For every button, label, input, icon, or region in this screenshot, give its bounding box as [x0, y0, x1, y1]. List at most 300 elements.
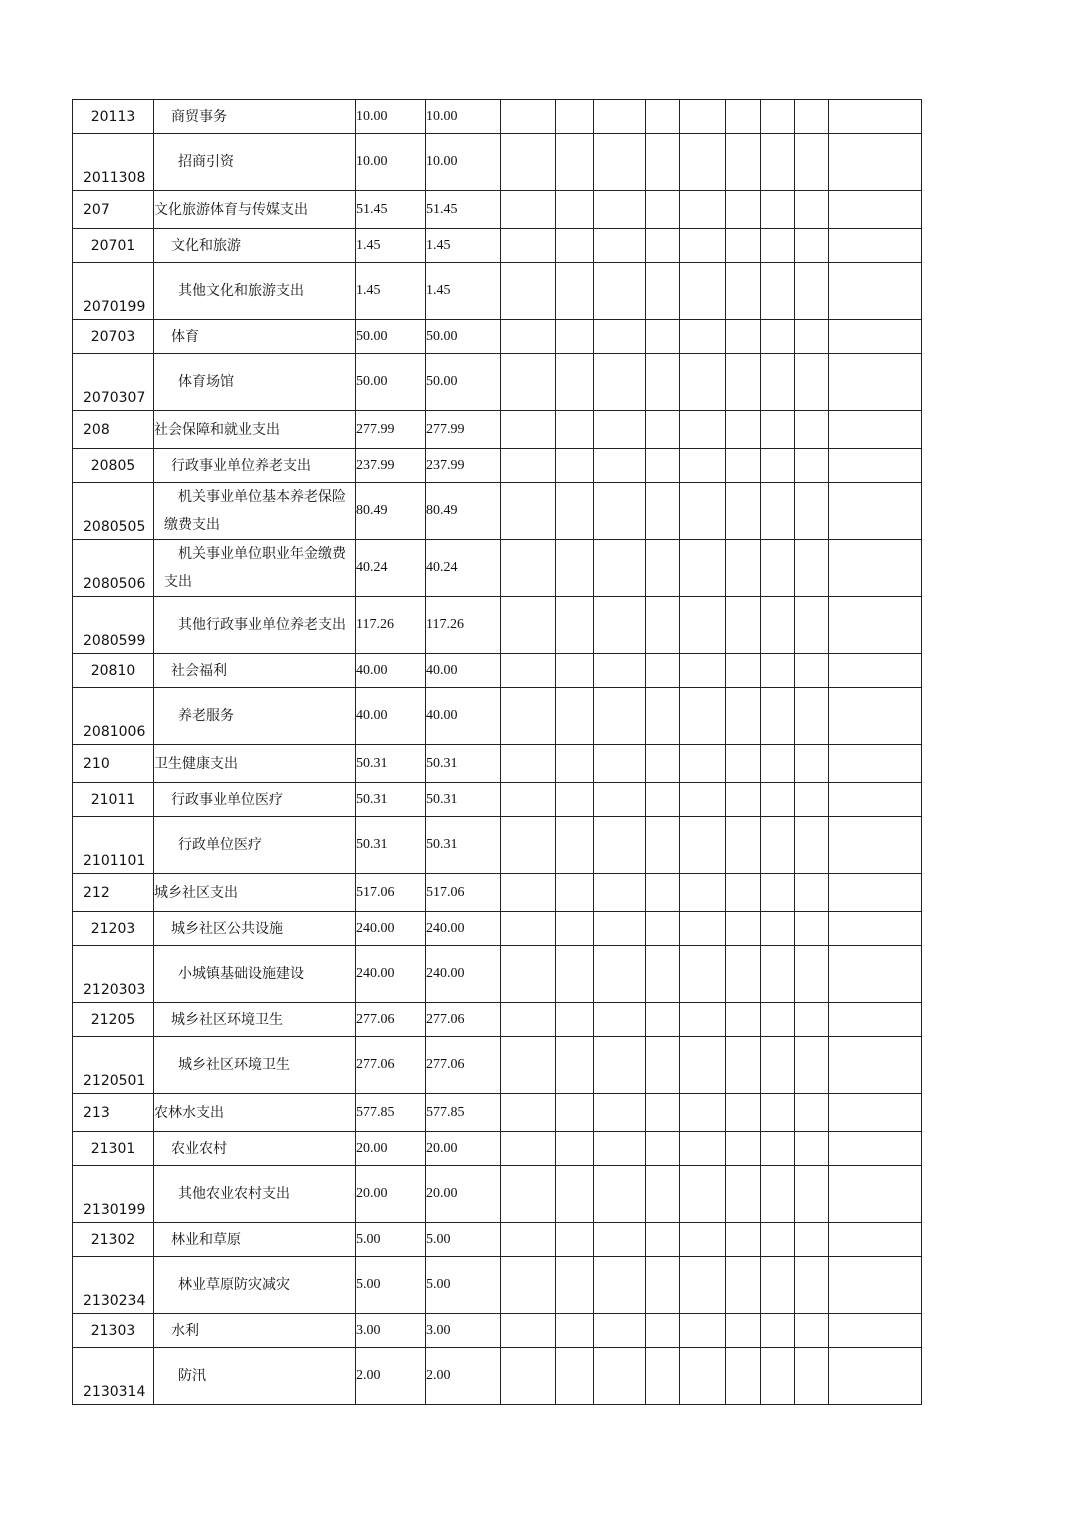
empty-cell [594, 688, 646, 745]
subject-name-cell [154, 745, 356, 783]
subject-name: 行政单位医疗 [178, 837, 262, 853]
subject-code-cell [73, 912, 154, 946]
subject-code: 2130314 [83, 1384, 146, 1400]
empty-cell [594, 191, 646, 229]
empty-cell [594, 320, 646, 354]
empty-cell [556, 783, 594, 817]
empty-cell [594, 134, 646, 191]
table-row [73, 946, 922, 1003]
empty-cell [680, 597, 726, 654]
empty-cell [501, 354, 556, 411]
subject-name-cell [154, 134, 356, 191]
empty-cell [761, 1166, 795, 1223]
basic-amount: 50.31 [426, 745, 501, 783]
empty-cell [646, 263, 680, 320]
empty-cell [556, 134, 594, 191]
empty-cell [829, 1132, 922, 1166]
subject-name: 体育场馆 [178, 374, 234, 390]
empty-cell [726, 229, 761, 263]
empty-cell [680, 1003, 726, 1037]
empty-cell [761, 320, 795, 354]
subject-name: 招商引资 [178, 154, 234, 170]
subject-code: 2070307 [83, 390, 146, 406]
empty-cell [646, 1003, 680, 1037]
table-row [73, 817, 922, 874]
empty-cell [680, 946, 726, 1003]
empty-cell [726, 654, 761, 688]
empty-cell [646, 1037, 680, 1094]
empty-cell [594, 745, 646, 783]
subject-name: 商贸事务 [171, 108, 227, 125]
empty-cell [594, 654, 646, 688]
subject-name: 机关事业单位基本养老保险缴费支出 [164, 489, 346, 533]
subject-code: 21303 [90, 1322, 136, 1339]
subject-name: 防汛 [178, 1368, 206, 1384]
basic-amount: 577.85 [426, 1094, 501, 1132]
total-amount: 10.00 [356, 100, 426, 134]
subject-name-cell [154, 1166, 356, 1223]
empty-cell [829, 483, 922, 540]
empty-cell [556, 912, 594, 946]
empty-cell [761, 100, 795, 134]
total-amount: 51.45 [356, 191, 426, 229]
subject-name-cell [154, 483, 356, 540]
subject-code-cell [73, 946, 154, 1003]
empty-cell [501, 817, 556, 874]
empty-cell [795, 1223, 829, 1257]
empty-cell [501, 874, 556, 912]
basic-amount: 240.00 [426, 912, 501, 946]
basic-amount: 40.00 [426, 688, 501, 745]
basic-amount: 10.00 [426, 100, 501, 134]
subject-name: 小城镇基础设施建设 [178, 966, 304, 982]
basic-amount: 517.06 [426, 874, 501, 912]
empty-cell [795, 320, 829, 354]
empty-cell [761, 817, 795, 874]
table-row [73, 1037, 922, 1094]
subject-code-cell [73, 1003, 154, 1037]
empty-cell [829, 817, 922, 874]
subject-code-cell [73, 320, 154, 354]
basic-amount: 50.31 [426, 817, 501, 874]
subject-code-cell [73, 1257, 154, 1314]
total-amount: 50.00 [356, 320, 426, 354]
total-amount: 50.31 [356, 745, 426, 783]
empty-cell [594, 1314, 646, 1348]
table-row [73, 1223, 922, 1257]
subject-name: 水利 [171, 1322, 199, 1339]
empty-cell [761, 597, 795, 654]
subject-name-cell [154, 100, 356, 134]
empty-cell [680, 783, 726, 817]
total-amount: 40.00 [356, 654, 426, 688]
table-row [73, 191, 922, 229]
total-amount: 3.00 [356, 1314, 426, 1348]
empty-cell [761, 411, 795, 449]
subject-code: 21203 [90, 920, 136, 937]
empty-cell [501, 191, 556, 229]
empty-cell [646, 1257, 680, 1314]
subject-name: 文化和旅游 [171, 237, 241, 254]
empty-cell [594, 783, 646, 817]
subject-code: 2130234 [83, 1293, 146, 1309]
subject-name-cell [154, 688, 356, 745]
table-row [73, 745, 922, 783]
empty-cell [501, 1223, 556, 1257]
empty-cell [646, 354, 680, 411]
subject-name-cell [154, 191, 356, 229]
empty-cell [556, 874, 594, 912]
empty-cell [680, 320, 726, 354]
empty-cell [501, 912, 556, 946]
subject-name-cell [154, 817, 356, 874]
basic-amount: 40.24 [426, 540, 501, 597]
empty-cell [795, 946, 829, 1003]
empty-cell [726, 874, 761, 912]
subject-name: 城乡社区环境卫生 [171, 1011, 283, 1028]
empty-cell [501, 1094, 556, 1132]
empty-cell [726, 1037, 761, 1094]
subject-code-cell [73, 745, 154, 783]
subject-name-cell [154, 1257, 356, 1314]
empty-cell [761, 229, 795, 263]
empty-cell [726, 912, 761, 946]
empty-cell [761, 1132, 795, 1166]
table-row [73, 1132, 922, 1166]
empty-cell [795, 1037, 829, 1094]
total-amount: 10.00 [356, 134, 426, 191]
empty-cell [761, 1314, 795, 1348]
empty-cell [726, 688, 761, 745]
empty-cell [680, 688, 726, 745]
total-amount: 20.00 [356, 1132, 426, 1166]
subject-name: 林业草原防灾减灾 [178, 1277, 290, 1293]
subject-code-cell [73, 263, 154, 320]
empty-cell [646, 411, 680, 449]
empty-cell [501, 229, 556, 263]
empty-cell [795, 483, 829, 540]
subject-code: 2101101 [83, 853, 146, 869]
subject-name: 城乡社区公共设施 [171, 920, 283, 937]
empty-cell [680, 1166, 726, 1223]
subject-code: 2130199 [83, 1202, 146, 1218]
empty-cell [594, 874, 646, 912]
subject-name: 行政事业单位医疗 [171, 791, 283, 808]
empty-cell [680, 100, 726, 134]
empty-cell [556, 745, 594, 783]
subject-name-cell [154, 1223, 356, 1257]
empty-cell [761, 1348, 795, 1405]
basic-amount: 277.06 [426, 1003, 501, 1037]
subject-name: 行政事业单位养老支出 [171, 457, 311, 474]
subject-code-cell [73, 229, 154, 263]
empty-cell [829, 946, 922, 1003]
empty-cell [829, 1348, 922, 1405]
subject-name-cell [154, 320, 356, 354]
empty-cell [829, 134, 922, 191]
subject-name: 林业和草原 [171, 1231, 241, 1248]
subject-code-cell [73, 483, 154, 540]
total-amount: 117.26 [356, 597, 426, 654]
total-amount: 240.00 [356, 946, 426, 1003]
subject-name: 养老服务 [178, 708, 234, 724]
empty-cell [594, 229, 646, 263]
empty-cell [829, 874, 922, 912]
basic-amount: 20.00 [426, 1166, 501, 1223]
subject-name: 城乡社区支出 [154, 884, 238, 901]
empty-cell [726, 1003, 761, 1037]
empty-cell [726, 320, 761, 354]
subject-name-cell [154, 540, 356, 597]
empty-cell [556, 688, 594, 745]
empty-cell [646, 946, 680, 1003]
empty-cell [761, 912, 795, 946]
empty-cell [761, 1257, 795, 1314]
basic-amount: 40.00 [426, 654, 501, 688]
empty-cell [761, 191, 795, 229]
empty-cell [680, 1257, 726, 1314]
basic-amount: 1.45 [426, 229, 501, 263]
subject-code-cell [73, 874, 154, 912]
table-row [73, 1314, 922, 1348]
empty-cell [594, 597, 646, 654]
empty-cell [726, 1348, 761, 1405]
total-amount: 40.24 [356, 540, 426, 597]
empty-cell [795, 912, 829, 946]
subject-code-cell [73, 1166, 154, 1223]
empty-cell [646, 320, 680, 354]
empty-cell [829, 1166, 922, 1223]
total-amount: 277.06 [356, 1003, 426, 1037]
budget-table [72, 99, 922, 1405]
table-row [73, 1257, 922, 1314]
empty-cell [680, 817, 726, 874]
table-row [73, 411, 922, 449]
empty-cell [829, 597, 922, 654]
empty-cell [501, 320, 556, 354]
total-amount: 1.45 [356, 263, 426, 320]
empty-cell [829, 229, 922, 263]
subject-code: 2081006 [83, 724, 146, 740]
empty-cell [795, 745, 829, 783]
table-row [73, 483, 922, 540]
empty-cell [761, 1003, 795, 1037]
empty-cell [556, 449, 594, 483]
subject-name-cell [154, 263, 356, 320]
empty-cell [556, 597, 594, 654]
empty-cell [646, 229, 680, 263]
empty-cell [829, 191, 922, 229]
empty-cell [726, 411, 761, 449]
empty-cell [829, 654, 922, 688]
empty-cell [594, 1094, 646, 1132]
table-row [73, 449, 922, 483]
total-amount: 277.99 [356, 411, 426, 449]
empty-cell [829, 745, 922, 783]
subject-name: 社会福利 [171, 662, 227, 679]
empty-cell [501, 946, 556, 1003]
subject-code-cell [73, 783, 154, 817]
empty-cell [761, 783, 795, 817]
empty-cell [556, 1223, 594, 1257]
empty-cell [594, 1037, 646, 1094]
empty-cell [795, 449, 829, 483]
empty-cell [726, 1132, 761, 1166]
empty-cell [594, 354, 646, 411]
empty-cell [646, 1348, 680, 1405]
empty-cell [795, 1132, 829, 1166]
empty-cell [594, 263, 646, 320]
empty-cell [761, 1037, 795, 1094]
total-amount: 577.85 [356, 1094, 426, 1132]
empty-cell [556, 191, 594, 229]
empty-cell [501, 783, 556, 817]
table-body [73, 100, 922, 1405]
subject-code: 20113 [90, 108, 136, 125]
empty-cell [594, 1257, 646, 1314]
empty-cell [556, 1314, 594, 1348]
table-row [73, 912, 922, 946]
empty-cell [761, 654, 795, 688]
table-row [73, 688, 922, 745]
subject-code: 21205 [90, 1011, 136, 1028]
empty-cell [726, 449, 761, 483]
empty-cell [829, 354, 922, 411]
empty-cell [829, 100, 922, 134]
subject-code: 2120501 [83, 1073, 146, 1089]
empty-cell [680, 912, 726, 946]
subject-code: 20805 [90, 457, 136, 474]
table-row [73, 134, 922, 191]
subject-name: 机关事业单位职业年金缴费支出 [164, 546, 346, 590]
empty-cell [761, 1094, 795, 1132]
empty-cell [726, 597, 761, 654]
table-row [73, 597, 922, 654]
basic-amount: 5.00 [426, 1223, 501, 1257]
subject-name-cell [154, 411, 356, 449]
subject-code: 21301 [90, 1140, 136, 1157]
empty-cell [501, 654, 556, 688]
subject-code-cell [73, 654, 154, 688]
empty-cell [501, 263, 556, 320]
empty-cell [501, 540, 556, 597]
subject-code: 2080505 [83, 519, 146, 535]
empty-cell [680, 354, 726, 411]
total-amount: 1.45 [356, 229, 426, 263]
empty-cell [726, 783, 761, 817]
empty-cell [795, 817, 829, 874]
subject-name: 社会保障和就业支出 [154, 421, 280, 438]
subject-code-cell [73, 354, 154, 411]
empty-cell [501, 745, 556, 783]
basic-amount: 10.00 [426, 134, 501, 191]
empty-cell [795, 1094, 829, 1132]
empty-cell [556, 1132, 594, 1166]
empty-cell [795, 229, 829, 263]
empty-cell [594, 483, 646, 540]
basic-amount: 277.06 [426, 1037, 501, 1094]
empty-cell [761, 134, 795, 191]
table-row [73, 1348, 922, 1405]
subject-name: 其他文化和旅游支出 [178, 283, 304, 299]
empty-cell [556, 1257, 594, 1314]
empty-cell [646, 597, 680, 654]
total-amount: 40.00 [356, 688, 426, 745]
empty-cell [680, 745, 726, 783]
empty-cell [646, 783, 680, 817]
table-row [73, 783, 922, 817]
basic-amount: 50.00 [426, 354, 501, 411]
subject-name: 文化旅游体育与传媒支出 [154, 201, 308, 218]
empty-cell [556, 1348, 594, 1405]
subject-name-cell [154, 874, 356, 912]
empty-cell [646, 745, 680, 783]
subject-name-cell [154, 654, 356, 688]
total-amount: 20.00 [356, 1166, 426, 1223]
total-amount: 277.06 [356, 1037, 426, 1094]
empty-cell [680, 134, 726, 191]
empty-cell [761, 483, 795, 540]
subject-name-cell [154, 354, 356, 411]
subject-code-cell [73, 1094, 154, 1132]
subject-code-cell [73, 191, 154, 229]
subject-name: 其他农业农村支出 [178, 1186, 290, 1202]
subject-code: 20703 [90, 328, 136, 345]
subject-code-cell [73, 1314, 154, 1348]
empty-cell [646, 688, 680, 745]
empty-cell [829, 1223, 922, 1257]
empty-cell [726, 354, 761, 411]
subject-name-cell [154, 449, 356, 483]
total-amount: 50.31 [356, 817, 426, 874]
empty-cell [795, 100, 829, 134]
basic-amount: 240.00 [426, 946, 501, 1003]
empty-cell [726, 1223, 761, 1257]
empty-cell [556, 411, 594, 449]
empty-cell [829, 912, 922, 946]
empty-cell [501, 688, 556, 745]
empty-cell [795, 411, 829, 449]
table-row [73, 100, 922, 134]
subject-name-cell [154, 1132, 356, 1166]
basic-amount: 80.49 [426, 483, 501, 540]
empty-cell [680, 1314, 726, 1348]
subject-code-cell [73, 540, 154, 597]
empty-cell [761, 1223, 795, 1257]
subject-code-cell [73, 817, 154, 874]
subject-name-cell [154, 229, 356, 263]
empty-cell [726, 1094, 761, 1132]
empty-cell [726, 817, 761, 874]
subject-code: 208 [83, 421, 110, 438]
empty-cell [829, 1003, 922, 1037]
empty-cell [646, 817, 680, 874]
subject-name: 体育 [171, 328, 199, 345]
empty-cell [646, 874, 680, 912]
empty-cell [761, 540, 795, 597]
subject-code: 207 [83, 201, 110, 218]
empty-cell [761, 449, 795, 483]
empty-cell [594, 946, 646, 1003]
empty-cell [726, 100, 761, 134]
empty-cell [646, 540, 680, 597]
empty-cell [646, 1132, 680, 1166]
empty-cell [829, 1037, 922, 1094]
subject-code: 2080506 [83, 576, 146, 592]
empty-cell [829, 688, 922, 745]
empty-cell [795, 1314, 829, 1348]
empty-cell [761, 263, 795, 320]
